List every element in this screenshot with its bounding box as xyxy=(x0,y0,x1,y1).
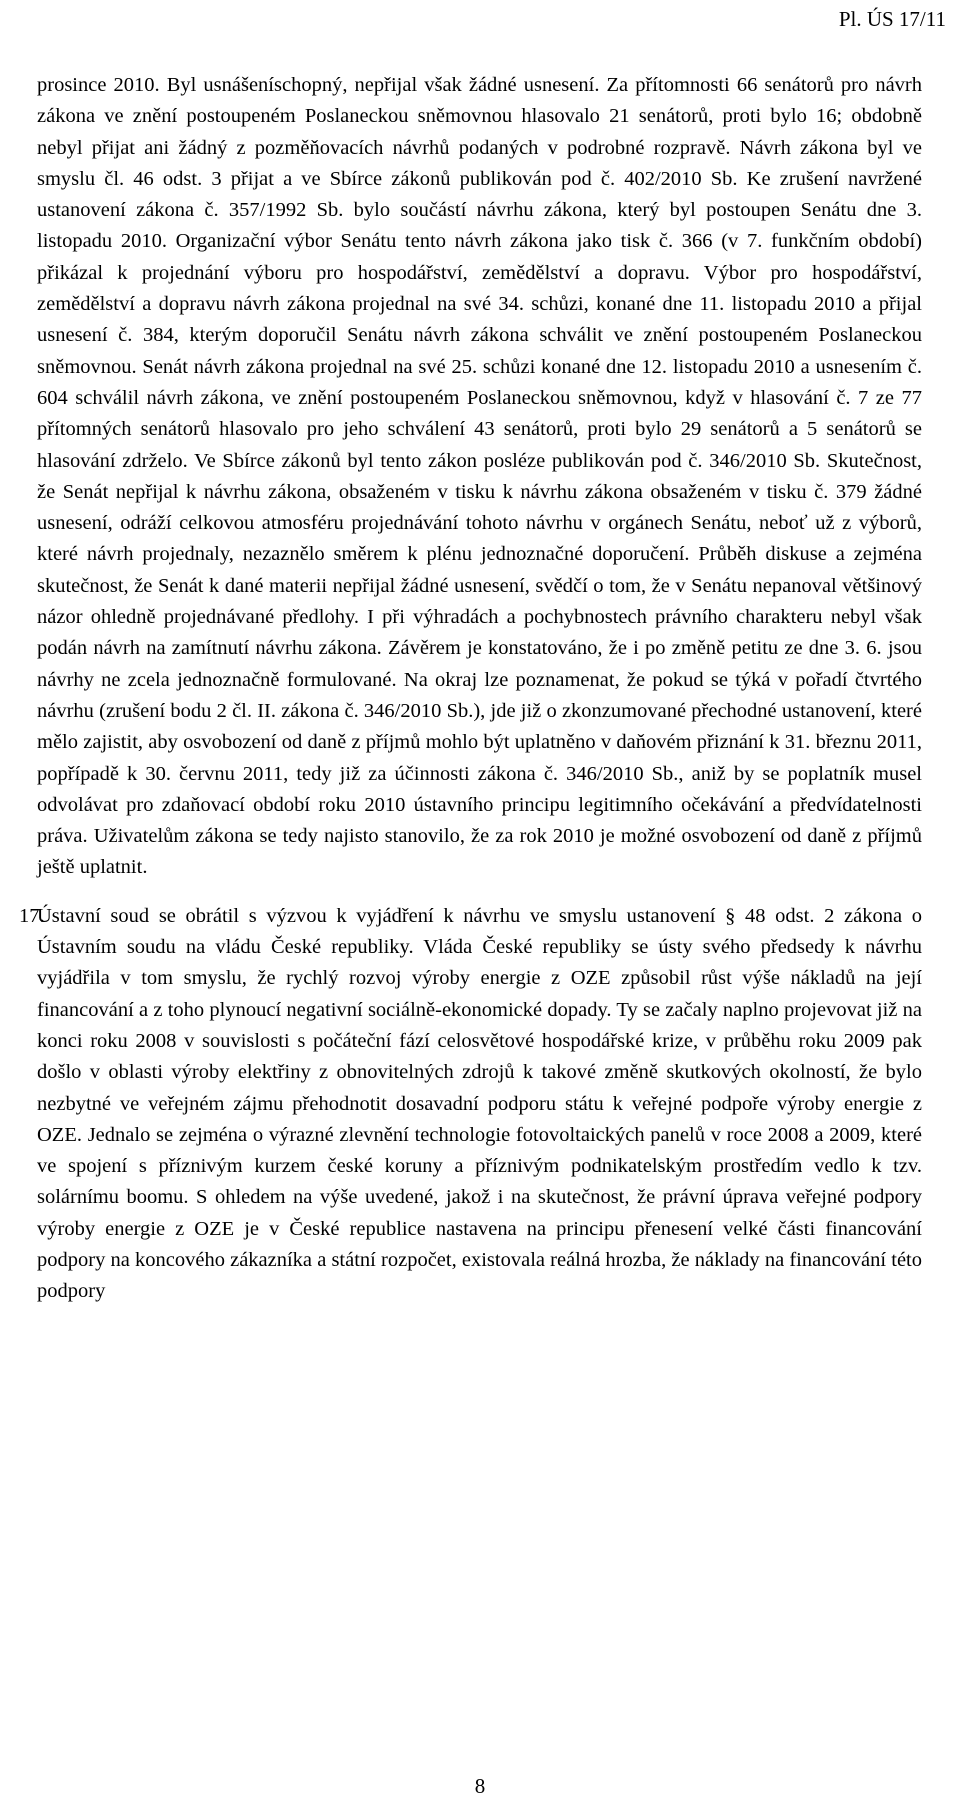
paragraph-17 xyxy=(19,901,922,1308)
continuation-paragraph: prosince 2010. Byl usnášeníschopný, nepřijal však žádné usnesení. Za přítomnosti 66 senátorů pro návrh zákona ve znění postoupeném Poslaneckou sněmovnou hlasovalo 21 senátorů, proti bylo 16; obdobně nebyl přijat ani žádný z pozměňovacích návrhů podaných v podrobné rozpravě. Návrh zákona byl ve smyslu čl. 46 odst. 3 přijat a ve Sbírce zákonů publikován pod č. 402/2010 Sb. Ke zrušení navržené ustanovení zákona č. 357/1992 Sb. bylo součástí návrhu zákona, který byl postoupen Senátu dne 3. listopadu 2010. Organizační výbor Senátu tento návrh zákona jako tisk č. 366 (v 7. funkčním období) přikázal k projednání výboru pro hospodářství, zemědělství a dopravu. Výbor pro hospodářství, zemědělství a dopravu návrh zákona projednal na své 34. schůzi, konané dne 11. listopadu 2010 a přijal usnesení č. 384, kterým doporučil Senátu návrh zákona schválit ve znění postoupeném Poslaneckou sněmovnou. Senát návrh zákona projednal na své 25. schůzi konané dne 12. listopadu 2010 a usnesením č. 604 schválil návrh zákona, ve znění postoupeném Poslaneckou sněmovnou, když v hlasování č. 7 ze 77 přítomných senátorů hlasovalo pro jeho schválení 43 senátorů, proti bylo 29 senátorů a 5 senátorů se hlasování zdrželo. Ve Sbírce zákonů byl tento zákon posléze publikován pod č. 346/2010 Sb. Skutečnost, že Senát nepřijal k návrhu zákona, obsaženém v tisku k návrhu zákona obsaženém v tisku č. 379 žádné usnesení, odráží celkovou atmosféru projednávání tohoto návrhu v orgánech Senátu, neboť už z výborů, které návrh projednaly, nezaznělo směrem k plénu jednoznačné doporučení. Průběh diskuse a zejména skutečnost, že Senát k dané materii nepřijal žádné usnesení, svědčí o tom, že v Senátu nepanoval většinový názor ohledně projednávané předlohy. I při výhradách a pochybnostech právního charakteru nebyl však podán návrh na zamítnutí návrhu zákona. Závěrem je konstatováno, že i po změně petitu ze dne 3. 6. jsou návrhy ne zcela jednoznačně formulované. Na okraj lze poznamenat, že pokud se týká v pořadí čtvrtého návrhu (zrušení bodu 2 čl. II. zákona č. 346/2010 Sb.), jde již o zkonzumované přechodné ustanovení, které mělo zajistit, aby osvobození od daně z příjmů mohlo být uplatněno v daňovém přiznání k 31. březnu 2011, popřípadě k 30. červnu 2011, tedy již za účinnosti zákona č. 346/2010 Sb., aniž by se poplatník musel odvolávat pro zdaňovací období roku 2010 ústavního principu legitimního očekávání a předvídatelnosti práva. Uživatelům zákona se tedy najisto stanovilo, že za rok 2010 je možné osvobození od daně z příjmů ještě uplatnit. xyxy=(37,74,922,879)
paragraph-17-text: Ústavní soud se obrátil s výzvou k vyjádření k návrhu ve smyslu ustanovení § 48 odst. 2 zákona o Ústavním soudu na vládu České republiky. Vláda České republiky se ústy svého předsedy k návrhu vyjádřila v tom smyslu, že rychlý rozvoj výroby energie z OZE způsobil růst výše nákladů na její financování a z toho plynoucí negativní sociálně-ekonomické dopady. Ty se začaly naplno projevovat již na konci roku 2008 v souvislosti s počáteční fází celosvětové hospodářské krize, v průběhu roku 2009 pak došlo v oblasti výroby elektřiny z obnovitelných zdrojů k takové změně skutkových okolností, že bylo nezbytné ve veřejném zájmu přehodnotit dosavadní podporu státu k veřejné podpoře výroby energie z OZE. Jednalo se zejména o výrazné zlevnění technologie fotovoltaických panelů v roce 2008 a 2009, které ve spojení s příznivým kurzem české koruny a příznivým podnikatelským prostředím vedlo k tzv. solárnímu boomu. S ohledem na výše uvedené, jakož i na skutečnost, že právní úprava veřejné podpory výroby energie z OZE je v České republice nastavena na principu přenesení velké části financování podpory na koncového zákazníka a státní rozpočet, existovala reálná hrozba, že náklady na financování této podpory xyxy=(37,904,922,1303)
paragraph-number: 17. xyxy=(19,904,45,927)
case-reference: Pl. ÚS 17/11 xyxy=(838,7,946,31)
document-body xyxy=(19,70,922,1308)
page-number: 8 xyxy=(474,1774,486,1798)
